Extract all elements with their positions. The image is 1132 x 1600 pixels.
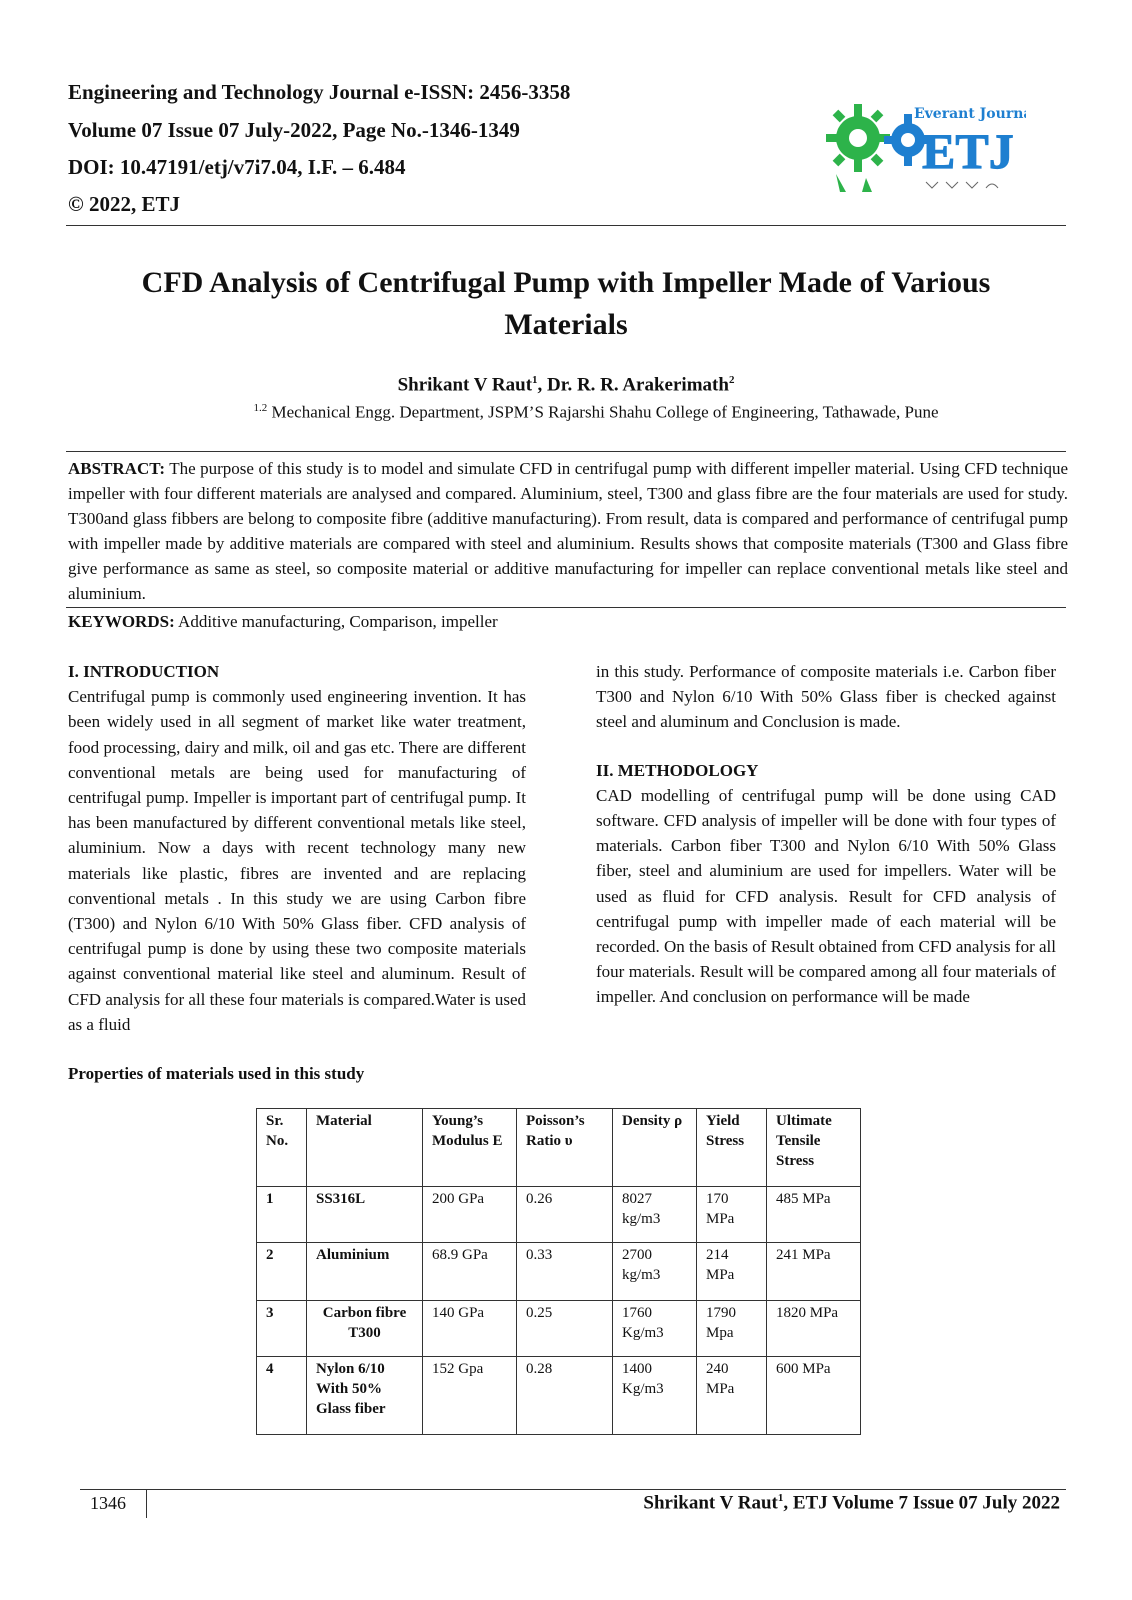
cell-sr: 1 — [257, 1187, 307, 1243]
header-yield-stress: Yield Stress — [697, 1109, 767, 1187]
cell-density: 1400 Kg/m3 — [613, 1357, 697, 1435]
logo-caption: Everant Journal — [914, 106, 1026, 122]
etj-logo — [826, 96, 1026, 196]
paper-title-line1: CFD Analysis of Centrifugal Pump with Impeller Made of Various — [141, 266, 991, 299]
cell-material: SS316L — [307, 1187, 423, 1243]
methodology-heading: II. METHODOLOGY — [596, 760, 759, 780]
cell-uts: 600 MPa — [767, 1357, 861, 1435]
affiliation-sup: 1.2 — [253, 402, 268, 414]
cell-sr: 2 — [257, 1243, 307, 1301]
footer-author: Shrikant V Raut — [643, 1492, 778, 1514]
cell-yield: 214 MPa — [697, 1243, 767, 1301]
cell-density: 8027 kg/m3 — [613, 1187, 697, 1243]
cell-yield: 1790 Mpa — [697, 1301, 767, 1357]
page-number: 1346 — [90, 1493, 126, 1513]
cell-material: Carbon fibre T300 — [307, 1301, 423, 1357]
footer-journal: , ETJ Volume 7 Issue 07 July 2022 — [783, 1492, 1060, 1514]
right-column — [596, 659, 1056, 1010]
cell-material: Aluminium — [307, 1243, 423, 1301]
cell-poisson: 0.25 — [517, 1301, 613, 1357]
footer-citation — [643, 1492, 1060, 1514]
journal-title-line: Engineering and Technology Journal e-ISSN: 2456-3358 — [68, 80, 571, 104]
cell-material: Nylon 6/10 With 50% Glass fiber — [307, 1357, 423, 1435]
material-properties-table — [256, 1108, 861, 1435]
cell-sr: 3 — [257, 1301, 307, 1357]
header-poissons-ratio: Poisson’s Ratio υ — [517, 1109, 613, 1187]
cell-poisson: 0.28 — [517, 1357, 613, 1435]
cell-modulus: 200 GPa — [423, 1187, 517, 1243]
intro-text: Centrifugal pump is commonly used engineering invention. It has been widely used in all segment of market like water treatment, food processing, dairy and milk, oil and gas etc. There are different conventional metals are being used for manufacturing of centrifugal pump. Impeller is important part of centrifugal pump. It has been manufactured by different conventional metals like steel, aluminium. Now a days with recent technology many new materials like plastic, fibres are invented and are replacing conventional metals . In this study we are using Carbon fibre (T300) and Nylon 6/10 With 50% Glass fiber. CFD analysis of centrifugal pump is done by using these two composite materials against conventional material like steel and aluminum. Result of CFD analysis for all these four materials is compared.Water is used as a fluid — [68, 687, 526, 1034]
cell-density: 2700 kg/m3 — [613, 1243, 697, 1301]
header-sr-no: Sr. No. — [257, 1109, 307, 1187]
intro-heading: I. INTRODUCTION — [68, 662, 220, 681]
authors — [0, 374, 1132, 396]
table-row — [257, 1187, 861, 1243]
author-separator: , — [537, 374, 548, 396]
cell-poisson: 0.33 — [517, 1243, 613, 1301]
table-row — [257, 1243, 861, 1301]
cell-uts: 241 MPa — [767, 1243, 861, 1301]
abstract-top-rule — [66, 451, 1066, 452]
cell-sr: 4 — [257, 1357, 307, 1435]
abstract-text: The purpose of this study is to model and simulate CFD in centrifugal pump with different impeller material. Using CFD technique impeller with four different materials are analysed and compared. Aluminium, steel, T300 and glass fibre are the four materials are used for study. T300and glass fibbers are belong to composite fibre (additive manufacturing). From result, data is compared and performance of centrifugal pump with impeller made by additive materials are compared with steel and aluminium. Results shows that composite materials (T300 and Glass fibre give performance as same as steel, so composite material or additive manufacturing for impeller can replace conventional metals like steel and aluminium. — [68, 459, 1068, 603]
cell-density: 1760 Kg/m3 — [613, 1301, 697, 1357]
intro-continued: in this study. Performance of composite materials i.e. Carbon fiber T300 and Nylon 6/10 With 50% Glass fiber is checked against steel and aluminum and Conclusion is made. — [596, 662, 1056, 732]
table-row — [257, 1301, 861, 1357]
cell-modulus: 68.9 GPa — [423, 1243, 517, 1301]
table-header-row — [257, 1109, 861, 1187]
author-1: Shrikant V Raut — [397, 374, 533, 396]
author-2: Dr. R. R. Arakerimath — [547, 374, 729, 396]
doi-line: DOI: 10.47191/etj/v7i7.04, I.F. – 6.484 — [68, 155, 406, 179]
author-2-sup: 2 — [728, 374, 735, 386]
table-row — [257, 1357, 861, 1435]
abstract-bottom-rule — [66, 607, 1066, 608]
keywords — [68, 612, 498, 632]
footer-rule — [80, 1489, 1066, 1490]
logo-letters: ETJ — [922, 123, 1014, 179]
footer-sup: 1 — [777, 1492, 784, 1504]
author-1-sup: 1 — [532, 374, 538, 386]
abstract — [68, 456, 1068, 606]
affiliation-text: Mechanical Engg. Department, JSPM’S Rajarshi Shahu College of Engineering, Tathawade, Pune — [267, 402, 939, 422]
copyright-line: © 2022, ETJ — [68, 192, 180, 216]
methodology-text: CAD modelling of centrifugal pump will be done using CAD software. CFD analysis of impeller will be done with four types of materials. Carbon fiber T300 and Nylon 6/10 With 50% Glass fiber, steel and aluminium are used for impellers. Water will be used as fluid for CFD analysis. Result for CFD analysis of centrifugal pump with impeller made of each material will be recorded. On the basis of Result obtained from CFD analysis for all four materials. Result will be compared among all four materials of impeller. And conclusion on performance will be made — [596, 785, 1056, 1007]
paper-title-line2: Materials — [504, 308, 628, 341]
keywords-text: Additive manufacturing, Comparison, impeller — [174, 612, 498, 631]
abstract-label: ABSTRACT: — [68, 459, 165, 478]
affiliation — [0, 402, 1132, 423]
cell-uts: 485 MPa — [767, 1187, 861, 1243]
cell-modulus: 152 Gpa — [423, 1357, 517, 1435]
header-ultimate-tensile-stress: Ultimate Tensile Stress — [767, 1109, 861, 1187]
header-rule — [66, 225, 1066, 226]
volume-line: Volume 07 Issue 07 July-2022, Page No.-1346-1349 — [68, 118, 520, 142]
paper-title — [100, 262, 1032, 346]
table-caption: Properties of materials used in this study — [68, 1064, 365, 1083]
header-material: Material — [307, 1109, 423, 1187]
cell-yield: 240 MPa — [697, 1357, 767, 1435]
keywords-label: KEYWORDS: — [68, 612, 175, 631]
cell-yield: 170 MPa — [697, 1187, 767, 1243]
header-density: Density ρ — [613, 1109, 697, 1187]
cell-uts: 1820 MPa — [767, 1301, 861, 1357]
cell-modulus: 140 GPa — [423, 1301, 517, 1357]
footer-divider — [146, 1490, 147, 1518]
left-column — [68, 659, 526, 1037]
cell-poisson: 0.26 — [517, 1187, 613, 1243]
header-youngs-modulus: Young’s Modulus E — [423, 1109, 517, 1187]
